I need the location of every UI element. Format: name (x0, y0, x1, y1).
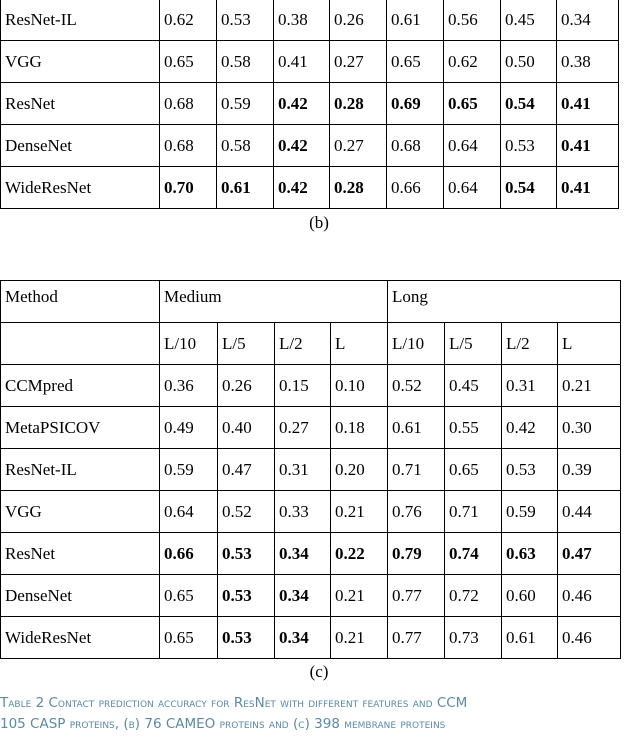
value-cell: 0.27 (330, 41, 387, 83)
value-cell: 0.61 (502, 617, 558, 659)
subheader-cell: L/10 (388, 323, 445, 365)
value-cell: 0.56 (444, 0, 501, 41)
table-row (1, 125, 619, 167)
table-row (1, 365, 621, 407)
value-cell: 0.42 (274, 167, 330, 209)
value-cell: 0.22 (331, 533, 388, 575)
method-cell: MetaPSICOV (1, 407, 160, 449)
value-cell: 0.61 (217, 167, 274, 209)
subheader-cell: L (558, 323, 621, 365)
value-cell: 0.34 (275, 575, 331, 617)
value-cell: 0.26 (218, 365, 275, 407)
table-row (1, 0, 619, 41)
accuracy-table-b (0, 0, 619, 209)
value-cell: 0.52 (388, 365, 445, 407)
value-cell: 0.69 (387, 83, 444, 125)
subheader-cell: L/5 (445, 323, 502, 365)
value-cell: 0.10 (331, 365, 388, 407)
value-cell: 0.60 (502, 575, 558, 617)
value-cell: 0.71 (388, 449, 445, 491)
subheader-cell: L (331, 323, 388, 365)
value-cell: 0.50 (501, 41, 557, 83)
table-row (1, 575, 621, 617)
value-cell: 0.44 (558, 491, 621, 533)
value-cell: 0.54 (501, 167, 557, 209)
value-cell: 0.65 (387, 41, 444, 83)
value-cell: 0.59 (160, 449, 218, 491)
value-cell: 0.64 (444, 125, 501, 167)
value-cell: 0.65 (160, 41, 217, 83)
accuracy-table-c (0, 280, 621, 659)
value-cell: 0.21 (331, 575, 388, 617)
subheader-cell: L/2 (502, 323, 558, 365)
value-cell: 0.21 (558, 365, 621, 407)
header-medium: Medium (160, 281, 388, 323)
value-cell: 0.40 (218, 407, 275, 449)
value-cell: 0.28 (330, 167, 387, 209)
value-cell: 0.64 (444, 167, 501, 209)
method-cell: ResNet (1, 533, 160, 575)
value-cell: 0.61 (388, 407, 445, 449)
value-cell: 0.30 (558, 407, 621, 449)
value-cell: 0.65 (444, 83, 501, 125)
subheader-cell: L/5 (218, 323, 275, 365)
value-cell: 0.34 (275, 533, 331, 575)
value-cell: 0.36 (160, 365, 218, 407)
value-cell: 0.42 (274, 125, 330, 167)
method-cell: ResNet (1, 83, 160, 125)
value-cell: 0.41 (557, 167, 619, 209)
value-cell: 0.26 (330, 0, 387, 41)
table-c-header-row (1, 281, 621, 323)
value-cell: 0.76 (388, 491, 445, 533)
value-cell: 0.77 (388, 617, 445, 659)
value-cell: 0.34 (557, 0, 619, 41)
value-cell: 0.54 (501, 83, 557, 125)
table-c-subheader-row (1, 323, 621, 365)
value-cell: 0.42 (274, 83, 330, 125)
value-cell: 0.61 (387, 0, 444, 41)
value-cell: 0.73 (445, 617, 502, 659)
table-row (1, 533, 621, 575)
value-cell: 0.28 (330, 83, 387, 125)
method-cell: ResNet-IL (1, 0, 160, 41)
value-cell: 0.65 (445, 449, 502, 491)
value-cell: 0.66 (387, 167, 444, 209)
value-cell: 0.65 (160, 575, 218, 617)
value-cell: 0.71 (445, 491, 502, 533)
value-cell: 0.68 (160, 125, 217, 167)
value-cell: 0.53 (218, 533, 275, 575)
value-cell: 0.38 (557, 41, 619, 83)
value-cell: 0.62 (444, 41, 501, 83)
value-cell: 0.45 (501, 0, 557, 41)
method-cell: DenseNet (1, 125, 160, 167)
value-cell: 0.68 (387, 125, 444, 167)
value-cell: 0.64 (160, 491, 218, 533)
value-cell: 0.41 (557, 125, 619, 167)
header-long: Long (388, 281, 621, 323)
value-cell: 0.53 (501, 125, 557, 167)
value-cell: 0.72 (445, 575, 502, 617)
value-cell: 0.62 (160, 0, 217, 41)
table-row (1, 167, 619, 209)
method-cell: VGG (1, 491, 160, 533)
value-cell: 0.55 (445, 407, 502, 449)
value-cell: 0.53 (218, 575, 275, 617)
table-row (1, 41, 619, 83)
value-cell: 0.52 (218, 491, 275, 533)
value-cell: 0.21 (331, 491, 388, 533)
subheader-empty (1, 323, 160, 365)
value-cell: 0.31 (502, 365, 558, 407)
method-cell: WideResNet (1, 167, 160, 209)
value-cell: 0.58 (217, 41, 274, 83)
value-cell: 0.53 (502, 449, 558, 491)
value-cell: 0.53 (217, 0, 274, 41)
method-cell: WideResNet (1, 617, 160, 659)
value-cell: 0.15 (275, 365, 331, 407)
value-cell: 0.46 (558, 575, 621, 617)
value-cell: 0.27 (330, 125, 387, 167)
table-row (1, 407, 621, 449)
value-cell: 0.74 (445, 533, 502, 575)
value-cell: 0.41 (274, 41, 330, 83)
value-cell: 0.31 (275, 449, 331, 491)
value-cell: 0.21 (331, 617, 388, 659)
value-cell: 0.58 (217, 125, 274, 167)
table-row (1, 83, 619, 125)
value-cell: 0.41 (557, 83, 619, 125)
value-cell: 0.42 (502, 407, 558, 449)
value-cell: 0.20 (331, 449, 388, 491)
value-cell: 0.68 (160, 83, 217, 125)
value-cell: 0.39 (558, 449, 621, 491)
table-b-label: (b) (309, 213, 329, 232)
value-cell: 0.49 (160, 407, 218, 449)
subheader-cell: L/2 (275, 323, 331, 365)
table-caption-line-2: 105 CASP proteins, (b) 76 CAMEO proteins and (c) 398 membrane proteins (0, 716, 446, 732)
value-cell: 0.18 (331, 407, 388, 449)
value-cell: 0.27 (275, 407, 331, 449)
method-cell: VGG (1, 41, 160, 83)
method-cell: DenseNet (1, 575, 160, 617)
value-cell: 0.46 (558, 617, 621, 659)
value-cell: 0.77 (388, 575, 445, 617)
value-cell: 0.33 (275, 491, 331, 533)
value-cell: 0.79 (388, 533, 445, 575)
table-row (1, 617, 621, 659)
method-cell: ResNet-IL (1, 449, 160, 491)
value-cell: 0.59 (502, 491, 558, 533)
value-cell: 0.53 (218, 617, 275, 659)
table-caption-line-1: Table 2 Contact prediction accuracy for ResNet with different features and CCM (0, 695, 468, 711)
value-cell: 0.34 (275, 617, 331, 659)
value-cell: 0.65 (160, 617, 218, 659)
method-cell: CCMpred (1, 365, 160, 407)
value-cell: 0.47 (558, 533, 621, 575)
table-c-label: (c) (309, 662, 329, 681)
value-cell: 0.59 (217, 83, 274, 125)
table-row (1, 491, 621, 533)
value-cell: 0.66 (160, 533, 218, 575)
header-method: Method (1, 281, 160, 323)
subheader-cell: L/10 (160, 323, 218, 365)
value-cell: 0.38 (274, 0, 330, 41)
value-cell: 0.63 (502, 533, 558, 575)
value-cell: 0.70 (160, 167, 217, 209)
value-cell: 0.45 (445, 365, 502, 407)
value-cell: 0.47 (218, 449, 275, 491)
table-row (1, 449, 621, 491)
